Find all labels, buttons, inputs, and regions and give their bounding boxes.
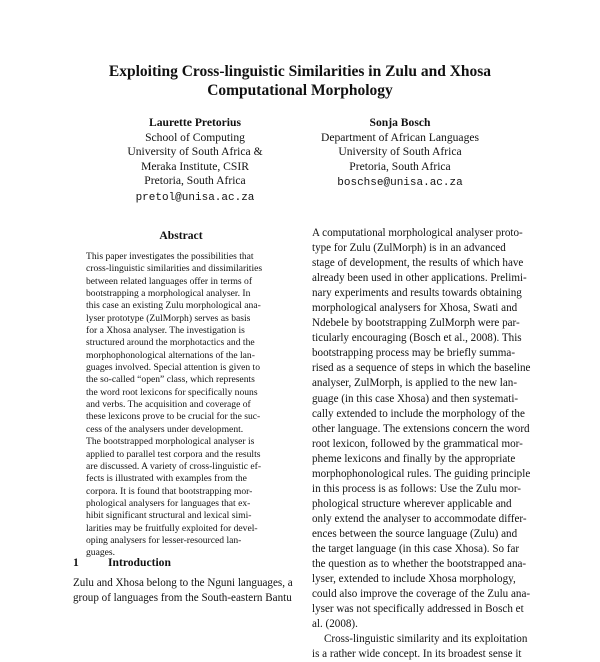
body-line: could also improve the coverage of the Zulu ana-	[312, 588, 531, 601]
body-line: cally extended to include the morphology of the	[312, 407, 525, 420]
abstract-line: The bootstrapped morphological analyser is	[86, 436, 255, 448]
abstract-line: lyser prototype (ZulMorph) serves as basis	[86, 312, 251, 324]
abstract-line: cross-linguistic similarities and dissimilarities	[86, 263, 263, 275]
body-line: ences between the source language (Zulu) and	[312, 527, 518, 540]
body-line: other language. The extensions concern the word	[312, 422, 530, 435]
body-line: stage of development, the results of which have	[312, 257, 524, 270]
body-line: ticularly encouraging (Bosch et al., 2008). This	[312, 332, 522, 345]
body-line: bootstrapping process may be briefly summa-	[312, 347, 516, 360]
body-line: group of languages from the South-eastern Bantu	[73, 592, 292, 604]
body-line: morphological analysers for Xhosa, Swati and	[312, 302, 518, 315]
abstract-line: larities may be fruitfully exploited for devel-	[86, 522, 258, 534]
right-column-text	[312, 226, 534, 662]
author-name: Laurette Pretorius	[149, 116, 241, 129]
body-line: pheme lexicons and finally by the appropriate	[312, 452, 516, 465]
abstract-line: for a Xhosa analyser. The investigation is	[86, 325, 245, 337]
body-line: type for Zulu (ZulMorph) is in an advanced	[312, 242, 506, 255]
introduction-text	[73, 576, 295, 606]
body-line: the question as to whether the bootstrapped ana-	[312, 558, 527, 571]
abstract-line: and verbs. The acquisition and coverage of	[86, 399, 251, 411]
abstract-line: these lexicons prove to be crucial for the suc-	[86, 411, 261, 423]
abstract-line: hibit significant structural and lexical simi-	[86, 510, 252, 522]
author-email: boschse@unisa.ac.za	[337, 177, 463, 190]
abstract-line: guages.	[86, 547, 116, 559]
title-line: Exploiting Cross-linguistic Similarities in Zulu and Xhosa	[108, 63, 492, 80]
body-line: Ndebele by bootstrapping ZulMorph were par-	[312, 317, 520, 330]
abstract-line: phological analysers for languages that ex-	[86, 497, 251, 509]
abstract-line: fects is illustrated with examples from the	[86, 473, 247, 485]
body-line: Zulu and Xhosa belong to the Nguni languages, a	[73, 577, 293, 589]
abstract-line: are discussed. A variety of cross-linguistic ef-	[86, 460, 262, 472]
abstract-line: structured around the morphotactics and the	[86, 337, 255, 349]
body-line: analyser, ZulMorph, is applied to the new lan-	[312, 377, 518, 390]
body-line: A computational morphological analyser proto-	[312, 227, 523, 239]
body-line: lyser, extended to include Xhosa morphology,	[312, 573, 516, 586]
abstract-line: cess of the analysers under development.	[86, 423, 244, 435]
affiliation-line: University of South Africa	[338, 145, 462, 159]
author-name: Sonja Bosch	[369, 116, 431, 129]
body-line: in this process is as follows: Use the Zulu mor-	[312, 482, 521, 495]
affiliation-line: Department of African Languages	[320, 130, 480, 144]
affiliation-line: School of Computing	[145, 130, 245, 144]
body-line: already been used in other applications. Prelimi-	[312, 272, 527, 285]
abstract-line: corpora. It is found that bootstrapping mor-	[86, 485, 253, 497]
abstract-text	[86, 251, 276, 560]
body-line: rised as a sequence of steps in which the baseline	[312, 362, 531, 375]
body-line: the target language (in this case Xhosa). So far	[312, 542, 520, 555]
body-line: morphophonological rules. The guiding principle	[312, 467, 531, 480]
abstract-line: guages involved. Special attention is given to	[86, 362, 260, 374]
body-line: al. (2008).	[312, 618, 358, 631]
abstract-line: this case an existing Zulu morphological ana-	[86, 300, 261, 312]
abstract-line: the word root lexicons for specifically nouns	[86, 386, 258, 398]
abstract-heading: Abstract	[159, 229, 203, 242]
body-line: only extend the analyser to accommodate differ-	[312, 512, 527, 525]
abstract-line: between related languages offer in terms of	[86, 275, 253, 287]
body-line: guage (in this case Xhosa) and then systemati-	[312, 392, 519, 405]
abstract-line: applied to parallel test corpora and the results	[86, 448, 261, 460]
body-line: phological structure wherever applicable and	[312, 497, 512, 510]
author-block	[100, 116, 290, 206]
body-line: Cross-linguistic similarity and its exploitation	[324, 633, 528, 646]
body-line: is a rather wide concept. In its broadest sense it	[312, 648, 522, 661]
abstract-line: This paper investigates the possibilities that	[86, 251, 254, 262]
affiliation-line: Pretoria, South Africa	[349, 159, 451, 173]
title-line: Computational Morphology	[207, 82, 393, 99]
section-heading	[73, 556, 171, 569]
paper-title	[60, 62, 540, 100]
affiliation-line: Meraka Institute, CSIR	[141, 159, 249, 173]
author-block	[300, 116, 500, 191]
section-number: 1	[73, 556, 79, 569]
author-email: pretol@unisa.ac.za	[135, 191, 255, 204]
abstract-line: bootstrapping a morphological analyser. In	[86, 288, 251, 300]
affiliation-line: Pretoria, South Africa	[144, 174, 246, 188]
body-line: root lexicon, followed by the grammatical mor-	[312, 437, 523, 450]
abstract-line: oping analysers for lesser-resourced lan-	[86, 534, 242, 546]
abstract-line: the so-called “open” class, which represents	[86, 374, 255, 386]
abstract-line: morphophonological alternations of the lan-	[86, 349, 255, 361]
affiliation-line: University of South Africa &	[127, 145, 263, 159]
body-line: lyser was not specifically addressed in Bosch et	[312, 603, 524, 616]
section-title: Introduction	[108, 556, 171, 569]
body-line: nary experiments and results towards obtaining	[312, 287, 522, 300]
